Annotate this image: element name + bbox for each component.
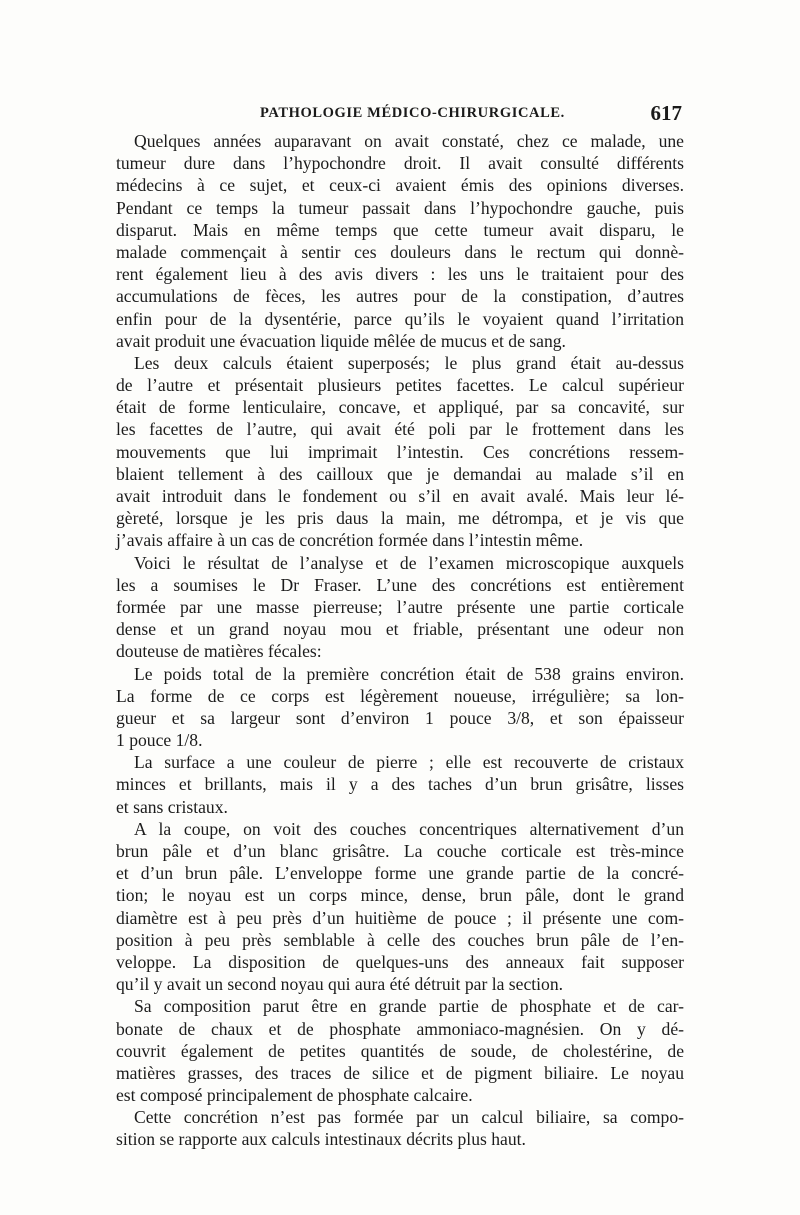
text-line: 1 pouce 1/8. — [116, 730, 203, 751]
text-line: tion; le noyau est un corps mince, dense, brun pâle, dont le grand — [116, 885, 684, 906]
text-line: médecins à ce sujet, et ceux-ci avaient émis des opinions diverses. — [116, 175, 684, 196]
paragraph — [116, 352, 684, 552]
text-line: Voici le résultat de l’analyse et de l’examen microscopique auxquels — [134, 552, 684, 573]
text-line: Sa composition parut être en grande partie de phosphate et de car- — [134, 996, 684, 1017]
paragraph — [116, 1106, 684, 1150]
text-line: diamètre est à peu près d’un huitième de pouce ; il présente une com- — [116, 907, 684, 928]
text-line: La surface a une couleur de pierre ; elle est recouverte de cristaux — [134, 752, 684, 773]
page-number: 617 — [650, 101, 682, 125]
text-line: Pendant ce temps la tumeur passait dans l’hypochondre gauche, puis — [116, 197, 684, 218]
text-line: avait produit une évacuation liquide mêlée de mucus et de sang. — [116, 330, 566, 351]
text-line: accumulations de fèces, les autres pour de la constipation, d’autres — [116, 286, 684, 307]
text-line: tumeur dure dans l’hypochondre droit. Il avait consulté différents — [116, 153, 684, 174]
text-line: les facettes de l’autre, qui avait été poli par le frottement dans les — [116, 419, 684, 440]
text-line: qu’il y avait un second noyau qui aura été détruit par la section. — [116, 974, 564, 995]
paragraph — [116, 130, 684, 352]
text-line: bonate de chaux et de phosphate ammoniaco-magnésien. On y dé- — [116, 1018, 684, 1039]
text-line: était de forme lenticulaire, concave, et appliqué, par sa concavité, sur — [116, 397, 684, 418]
paragraph — [116, 995, 684, 1106]
text-line: j’avais affaire à un cas de concrétion formée dans l’intestin même. — [116, 530, 584, 551]
paragraph — [116, 751, 684, 818]
body-text — [116, 130, 684, 1151]
page-header — [116, 102, 684, 128]
paragraph — [116, 818, 684, 996]
text-line: gèreté, lorsque je les pris daus la main, me détrompa, et je vis que — [116, 508, 684, 529]
running-head: PATHOLOGIE MÉDICO-CHIRURGICALE. — [260, 105, 565, 121]
text-line: couvrit également de petites quantités de soude, de cholestérine, de — [116, 1040, 684, 1061]
text-line: de l’autre et présentait plusieurs petites facettes. Le calcul supérieur — [116, 375, 684, 396]
text-line: blaient tellement à des cailloux que je demandai au malade s’il en — [116, 463, 684, 484]
text-line: et sans cristaux. — [116, 796, 228, 817]
text-line: rent également lieu à des avis divers : les uns le traitaient pour des — [116, 264, 684, 285]
text-line: La forme de ce corps est légèrement noueuse, irrégulière; sa lon- — [116, 685, 684, 706]
text-line: et d’un brun pâle. L’enveloppe forme une grande partie de la concré- — [116, 863, 684, 884]
text-line: mouvements que lui imprimait l’intestin. Ces concrétions ressem- — [116, 441, 684, 462]
paragraph — [116, 663, 684, 752]
text-line: Le poids total de la première concrétion était de 538 grains environ. — [134, 663, 684, 684]
text-line: Quelques années auparavant on avait constaté, chez ce malade, une — [134, 131, 684, 151]
text-line: formée par une masse pierreuse; l’autre présente une partie corticale — [116, 596, 684, 617]
paragraph — [116, 552, 684, 663]
text-line: enfin pour de la dysentérie, parce qu’ils le voyaient quand l’irritation — [116, 308, 684, 329]
text-line: est composé principalement de phosphate calcaire. — [116, 1085, 473, 1106]
text-line: Les deux calculs étaient superposés; le plus grand était au-dessus — [134, 352, 684, 373]
text-line: dense et un grand noyau mou et friable, présentant une odeur non — [116, 619, 684, 640]
text-line: gueur et sa largeur sont d’environ 1 pouce 3/8, et son épaisseur — [116, 707, 684, 728]
text-line: veloppe. La disposition de quelques-uns des anneaux fait supposer — [116, 951, 684, 972]
text-line: A la coupe, on voit des couches concentriques alternativement d’un — [134, 818, 684, 839]
text-line: sition se rapporte aux calculs intestinaux décrits plus haut. — [116, 1129, 526, 1150]
text-line: disparut. Mais en même temps que cette tumeur avait disparu, le — [116, 219, 684, 240]
text-line: malade commençait à sentir ces douleurs dans le rectum qui donnè- — [116, 241, 684, 262]
text-line: Cette concrétion n’est pas formée par un calcul biliaire, sa compo- — [134, 1107, 684, 1128]
text-line: avait introduit dans le fondement ou s’il en avait avalé. Mais leur lé- — [116, 486, 684, 506]
text-line: douteuse de matières fécales: — [116, 641, 322, 662]
text-line: matières grasses, des traces de silice et de pigment biliaire. Le noyau — [116, 1062, 684, 1083]
text-line: position à peu près semblable à celle des couches brun pâle de l’en- — [116, 929, 684, 950]
text-line: les a soumises le Dr Fraser. L’une des concrétions est entièrement — [116, 574, 684, 595]
text-line: minces et brillants, mais il y a des taches d’un brun grisâtre, lisses — [116, 774, 684, 795]
text-line: brun pâle et d’un blanc grisâtre. La couche corticale est très-mince — [116, 841, 684, 861]
